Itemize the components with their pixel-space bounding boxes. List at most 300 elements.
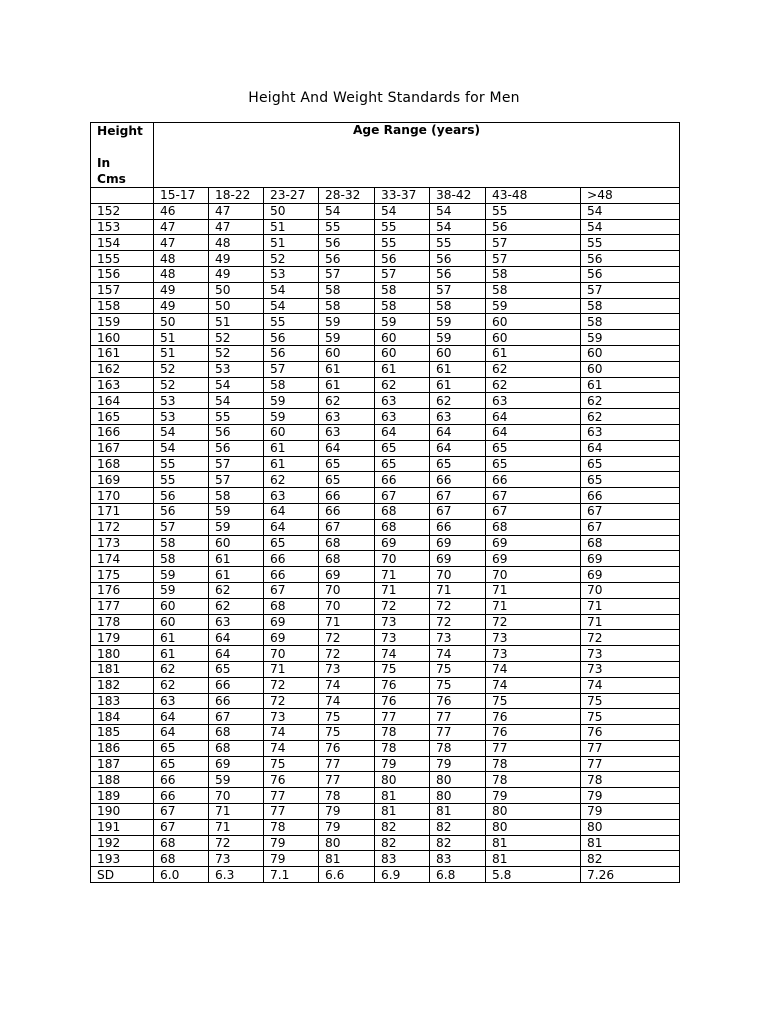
weight-cell: 81 — [486, 835, 581, 851]
weight-cell: 55 — [375, 219, 430, 235]
weight-cell: 72 — [581, 630, 680, 646]
weight-cell: 73 — [581, 646, 680, 662]
weight-cell: 57 — [375, 266, 430, 282]
weight-cell: 60 — [581, 361, 680, 377]
height-cell: 155 — [91, 251, 154, 267]
weight-cell: 61 — [486, 345, 581, 361]
weight-cell: 55 — [209, 409, 264, 425]
weight-cell: 68 — [319, 535, 375, 551]
weight-cell: 62 — [264, 472, 319, 488]
weight-cell: 67 — [486, 488, 581, 504]
weight-cell: 70 — [319, 598, 375, 614]
weight-cell: 63 — [319, 409, 375, 425]
table-row — [91, 756, 680, 772]
height-cell: 175 — [91, 567, 154, 583]
weight-cell: 69 — [264, 614, 319, 630]
weight-cell: 56 — [209, 424, 264, 440]
weight-cell: 61 — [581, 377, 680, 393]
weight-cell: 70 — [430, 567, 486, 583]
weight-cell: 61 — [319, 361, 375, 377]
height-cell: 158 — [91, 298, 154, 314]
weight-cell: 58 — [375, 298, 430, 314]
weight-cell: 65 — [319, 456, 375, 472]
age-group-row — [91, 188, 680, 204]
table-row — [91, 409, 680, 425]
weight-cell: 66 — [264, 567, 319, 583]
table-row — [91, 661, 680, 677]
header-row — [91, 123, 680, 188]
weight-cell: 73 — [209, 851, 264, 867]
weight-cell: 59 — [154, 567, 209, 583]
height-cell: 161 — [91, 345, 154, 361]
height-header-line: Cms — [97, 172, 126, 186]
weight-cell: 68 — [154, 851, 209, 867]
weight-cell: 72 — [209, 835, 264, 851]
weight-cell: 74 — [581, 677, 680, 693]
table-row — [91, 725, 680, 741]
weight-cell: 52 — [264, 251, 319, 267]
weight-cell: 78 — [581, 772, 680, 788]
weight-cell: 69 — [375, 535, 430, 551]
weight-cell: 55 — [375, 235, 430, 251]
height-cell: 172 — [91, 519, 154, 535]
weight-cell: 52 — [154, 377, 209, 393]
weight-cell: 6.9 — [375, 867, 430, 883]
weight-cell: 76 — [430, 693, 486, 709]
weight-cell: 6.0 — [154, 867, 209, 883]
weight-cell: 71 — [375, 567, 430, 583]
weight-cell: 77 — [264, 788, 319, 804]
table-row — [91, 598, 680, 614]
weight-cell: 80 — [430, 772, 486, 788]
weight-cell: 51 — [264, 235, 319, 251]
weight-cell: 48 — [209, 235, 264, 251]
weight-cell: 77 — [430, 725, 486, 741]
weight-cell: 71 — [319, 614, 375, 630]
height-cell: 180 — [91, 646, 154, 662]
weight-cell: 71 — [486, 582, 581, 598]
age-range-header: Age Range (years) — [154, 123, 680, 188]
weight-cell: 56 — [319, 235, 375, 251]
weight-cell: 67 — [581, 519, 680, 535]
weight-cell: 79 — [581, 788, 680, 804]
table-row — [91, 851, 680, 867]
height-cell: 174 — [91, 551, 154, 567]
weight-cell: 62 — [154, 677, 209, 693]
weight-cell: 81 — [319, 851, 375, 867]
weight-cell: 79 — [264, 851, 319, 867]
weight-cell: 65 — [581, 472, 680, 488]
weight-cell: 64 — [486, 409, 581, 425]
weight-cell: 58 — [486, 282, 581, 298]
height-cell: 153 — [91, 219, 154, 235]
table-row — [91, 345, 680, 361]
weight-cell: 72 — [375, 598, 430, 614]
table-row — [91, 456, 680, 472]
table-row — [91, 582, 680, 598]
weight-cell: 59 — [486, 298, 581, 314]
age-group-cell: 38-42 — [430, 188, 486, 204]
weight-cell: 78 — [430, 740, 486, 756]
weight-cell: 66 — [154, 788, 209, 804]
weight-cell: 74 — [264, 725, 319, 741]
weight-cell: 61 — [154, 646, 209, 662]
weight-cell: 64 — [154, 725, 209, 741]
weight-cell: 65 — [319, 472, 375, 488]
weight-cell: 68 — [154, 835, 209, 851]
table-row — [91, 377, 680, 393]
weight-cell: 60 — [154, 598, 209, 614]
height-cell: 171 — [91, 503, 154, 519]
height-cell: 179 — [91, 630, 154, 646]
weight-cell: 71 — [581, 598, 680, 614]
table-row — [91, 614, 680, 630]
weight-cell: 70 — [581, 582, 680, 598]
weight-cell: 79 — [264, 835, 319, 851]
weight-cell: 79 — [375, 756, 430, 772]
weight-cell: 51 — [154, 345, 209, 361]
weight-cell: 67 — [375, 488, 430, 504]
weight-cell: 60 — [375, 345, 430, 361]
height-cell: 162 — [91, 361, 154, 377]
weight-cell: 56 — [581, 266, 680, 282]
weight-cell: 78 — [375, 740, 430, 756]
weight-cell: 68 — [319, 551, 375, 567]
weight-cell: 62 — [581, 409, 680, 425]
weight-cell: 66 — [486, 472, 581, 488]
weight-cell: 74 — [375, 646, 430, 662]
weight-cell: 66 — [375, 472, 430, 488]
weight-cell: 74 — [486, 677, 581, 693]
weight-cell: 66 — [430, 472, 486, 488]
weight-cell: 76 — [486, 709, 581, 725]
sd-row — [91, 867, 680, 883]
weight-cell: 54 — [581, 203, 680, 219]
age-group-cell: 43-48 — [486, 188, 581, 204]
weight-cell: 57 — [264, 361, 319, 377]
weight-cell: 66 — [154, 772, 209, 788]
weight-cell: 60 — [154, 614, 209, 630]
weight-cell: 61 — [319, 377, 375, 393]
table-row — [91, 630, 680, 646]
weight-cell: 61 — [209, 567, 264, 583]
weight-cell: 55 — [154, 472, 209, 488]
weight-cell: 67 — [209, 709, 264, 725]
weight-cell: 60 — [375, 330, 430, 346]
weight-cell: 5.8 — [486, 867, 581, 883]
weight-cell: 75 — [264, 756, 319, 772]
height-cell: 183 — [91, 693, 154, 709]
weight-cell: 61 — [264, 440, 319, 456]
weight-cell: 56 — [486, 219, 581, 235]
weight-cell: 77 — [581, 756, 680, 772]
weight-cell: 67 — [154, 804, 209, 820]
weight-cell: 79 — [430, 756, 486, 772]
weight-cell: 64 — [209, 646, 264, 662]
weight-cell: 68 — [581, 535, 680, 551]
table-row — [91, 488, 680, 504]
weight-cell: 78 — [319, 788, 375, 804]
height-cell: 184 — [91, 709, 154, 725]
height-cell: 191 — [91, 819, 154, 835]
weight-cell: 58 — [264, 377, 319, 393]
weight-cell: 56 — [264, 345, 319, 361]
weight-cell: 59 — [209, 519, 264, 535]
weight-cell: 58 — [154, 551, 209, 567]
weight-cell: 64 — [154, 709, 209, 725]
weight-cell: 76 — [319, 740, 375, 756]
weight-cell: 58 — [581, 298, 680, 314]
weight-cell: 68 — [209, 740, 264, 756]
weight-cell: 63 — [581, 424, 680, 440]
weight-cell: 50 — [209, 282, 264, 298]
weight-cell: 72 — [264, 677, 319, 693]
weight-cell: 71 — [486, 598, 581, 614]
weight-cell: 57 — [209, 456, 264, 472]
height-cell: 156 — [91, 266, 154, 282]
weight-cell: 67 — [486, 503, 581, 519]
weight-cell: 73 — [430, 630, 486, 646]
weight-cell: 59 — [264, 409, 319, 425]
table-row — [91, 282, 680, 298]
weight-cell: 59 — [209, 503, 264, 519]
height-header-line: Height — [97, 124, 143, 138]
weight-cell: 65 — [486, 440, 581, 456]
weight-cell: 82 — [430, 835, 486, 851]
weight-cell: 74 — [486, 661, 581, 677]
height-cell: 190 — [91, 804, 154, 820]
weight-cell: 64 — [319, 440, 375, 456]
weight-cell: 53 — [264, 266, 319, 282]
weight-cell: 55 — [430, 235, 486, 251]
weight-cell: 54 — [154, 440, 209, 456]
height-column-header — [91, 123, 154, 188]
weight-cell: 59 — [375, 314, 430, 330]
weight-cell: 53 — [154, 393, 209, 409]
weight-cell: 6.6 — [319, 867, 375, 883]
height-cell: 173 — [91, 535, 154, 551]
weight-cell: 81 — [375, 804, 430, 820]
weight-cell: 66 — [264, 551, 319, 567]
height-weight-table — [90, 122, 680, 883]
weight-cell: 74 — [319, 677, 375, 693]
weight-cell: 67 — [430, 488, 486, 504]
weight-cell: 55 — [264, 314, 319, 330]
weight-cell: 78 — [264, 819, 319, 835]
weight-cell: 63 — [486, 393, 581, 409]
weight-cell: 7.26 — [581, 867, 680, 883]
table-row — [91, 677, 680, 693]
height-cell: 166 — [91, 424, 154, 440]
weight-cell: 82 — [581, 851, 680, 867]
height-cell: 163 — [91, 377, 154, 393]
table-row — [91, 314, 680, 330]
table-row — [91, 519, 680, 535]
weight-cell: 76 — [264, 772, 319, 788]
document-title: Height And Weight Standards for Men — [248, 90, 520, 106]
weight-cell: 75 — [430, 677, 486, 693]
weight-cell: 77 — [430, 709, 486, 725]
weight-cell: 61 — [375, 361, 430, 377]
height-cell: 167 — [91, 440, 154, 456]
weight-cell: 80 — [375, 772, 430, 788]
height-cell: 154 — [91, 235, 154, 251]
weight-cell: 49 — [209, 266, 264, 282]
weight-cell: 63 — [154, 693, 209, 709]
weight-cell: 69 — [486, 551, 581, 567]
weight-cell: 79 — [319, 819, 375, 835]
table-row — [91, 424, 680, 440]
weight-cell: 59 — [264, 393, 319, 409]
weight-cell: 65 — [581, 456, 680, 472]
weight-cell: 53 — [209, 361, 264, 377]
table-row — [91, 835, 680, 851]
weight-cell: 71 — [375, 582, 430, 598]
weight-cell: 81 — [486, 851, 581, 867]
weight-cell: 54 — [430, 219, 486, 235]
weight-cell: 72 — [430, 614, 486, 630]
height-cell: 152 — [91, 203, 154, 219]
weight-cell: 47 — [209, 219, 264, 235]
weight-cell: 60 — [581, 345, 680, 361]
weight-cell: 75 — [375, 661, 430, 677]
table-row — [91, 693, 680, 709]
weight-cell: 62 — [375, 377, 430, 393]
weight-cell: 56 — [375, 251, 430, 267]
weight-cell: 69 — [209, 756, 264, 772]
weight-cell: 56 — [319, 251, 375, 267]
weight-cell: 69 — [319, 567, 375, 583]
weight-cell: 76 — [375, 693, 430, 709]
weight-cell: 67 — [154, 819, 209, 835]
height-cell: 189 — [91, 788, 154, 804]
weight-cell: 67 — [581, 503, 680, 519]
weight-cell: 82 — [375, 819, 430, 835]
weight-cell: 75 — [319, 725, 375, 741]
table-row — [91, 251, 680, 267]
table-row — [91, 219, 680, 235]
weight-cell: 7.1 — [264, 867, 319, 883]
weight-cell: 60 — [486, 330, 581, 346]
weight-cell: 73 — [486, 630, 581, 646]
table-row — [91, 298, 680, 314]
weight-cell: 68 — [264, 598, 319, 614]
weight-cell: 55 — [486, 203, 581, 219]
weight-cell: 73 — [319, 661, 375, 677]
weight-cell: 61 — [264, 456, 319, 472]
weight-cell: 81 — [581, 835, 680, 851]
weight-cell: 62 — [486, 377, 581, 393]
weight-cell: 80 — [486, 819, 581, 835]
weight-cell: 83 — [430, 851, 486, 867]
weight-cell: 46 — [154, 203, 209, 219]
weight-cell: 59 — [154, 582, 209, 598]
age-group-cell: 15-17 — [154, 188, 209, 204]
age-group-cell: 18-22 — [209, 188, 264, 204]
height-cell: 192 — [91, 835, 154, 851]
weight-cell: 75 — [581, 693, 680, 709]
weight-cell: 49 — [154, 282, 209, 298]
height-cell: 160 — [91, 330, 154, 346]
weight-cell: 65 — [154, 756, 209, 772]
weight-cell: 54 — [581, 219, 680, 235]
weight-cell: 80 — [486, 804, 581, 820]
weight-cell: 69 — [430, 535, 486, 551]
weight-cell: 78 — [486, 756, 581, 772]
height-cell: 186 — [91, 740, 154, 756]
age-group-cell: 23-27 — [264, 188, 319, 204]
table-row — [91, 646, 680, 662]
height-cell: 170 — [91, 488, 154, 504]
weight-cell: 57 — [154, 519, 209, 535]
weight-cell: 58 — [486, 266, 581, 282]
weight-cell: 67 — [319, 519, 375, 535]
weight-cell: 71 — [264, 661, 319, 677]
weight-cell: 62 — [581, 393, 680, 409]
height-cell: 157 — [91, 282, 154, 298]
weight-cell: 58 — [375, 282, 430, 298]
weight-cell: 73 — [486, 646, 581, 662]
weight-cell: 81 — [430, 804, 486, 820]
weight-cell: 72 — [319, 630, 375, 646]
weight-cell: 70 — [486, 567, 581, 583]
weight-cell: 56 — [264, 330, 319, 346]
weight-cell: 81 — [375, 788, 430, 804]
height-cell: 168 — [91, 456, 154, 472]
weight-cell: 66 — [430, 519, 486, 535]
weight-cell: 70 — [375, 551, 430, 567]
weight-cell: 63 — [209, 614, 264, 630]
weight-cell: 66 — [581, 488, 680, 504]
table-row — [91, 567, 680, 583]
height-cell: SD — [91, 867, 154, 883]
weight-cell: 69 — [486, 535, 581, 551]
weight-cell: 71 — [430, 582, 486, 598]
weight-cell: 67 — [264, 582, 319, 598]
table-row — [91, 709, 680, 725]
weight-cell: 76 — [581, 725, 680, 741]
weight-cell: 66 — [319, 503, 375, 519]
weight-cell: 57 — [319, 266, 375, 282]
weight-cell: 56 — [430, 266, 486, 282]
weight-cell: 57 — [486, 251, 581, 267]
height-cell: 182 — [91, 677, 154, 693]
table-row — [91, 472, 680, 488]
weight-cell: 56 — [154, 488, 209, 504]
height-cell: 193 — [91, 851, 154, 867]
weight-cell: 58 — [581, 314, 680, 330]
weight-cell: 73 — [581, 661, 680, 677]
weight-cell: 83 — [375, 851, 430, 867]
weight-cell: 71 — [209, 804, 264, 820]
weight-cell: 59 — [209, 772, 264, 788]
weight-cell: 53 — [154, 409, 209, 425]
weight-cell: 69 — [581, 567, 680, 583]
table-row — [91, 330, 680, 346]
weight-cell: 74 — [264, 740, 319, 756]
weight-cell: 56 — [581, 251, 680, 267]
weight-cell: 68 — [486, 519, 581, 535]
weight-cell: 58 — [319, 282, 375, 298]
weight-cell: 60 — [486, 314, 581, 330]
weight-cell: 65 — [375, 456, 430, 472]
weight-cell: 63 — [375, 409, 430, 425]
height-cell: 185 — [91, 725, 154, 741]
table-row — [91, 266, 680, 282]
weight-cell: 62 — [209, 598, 264, 614]
weight-cell: 62 — [154, 661, 209, 677]
table-row — [91, 772, 680, 788]
